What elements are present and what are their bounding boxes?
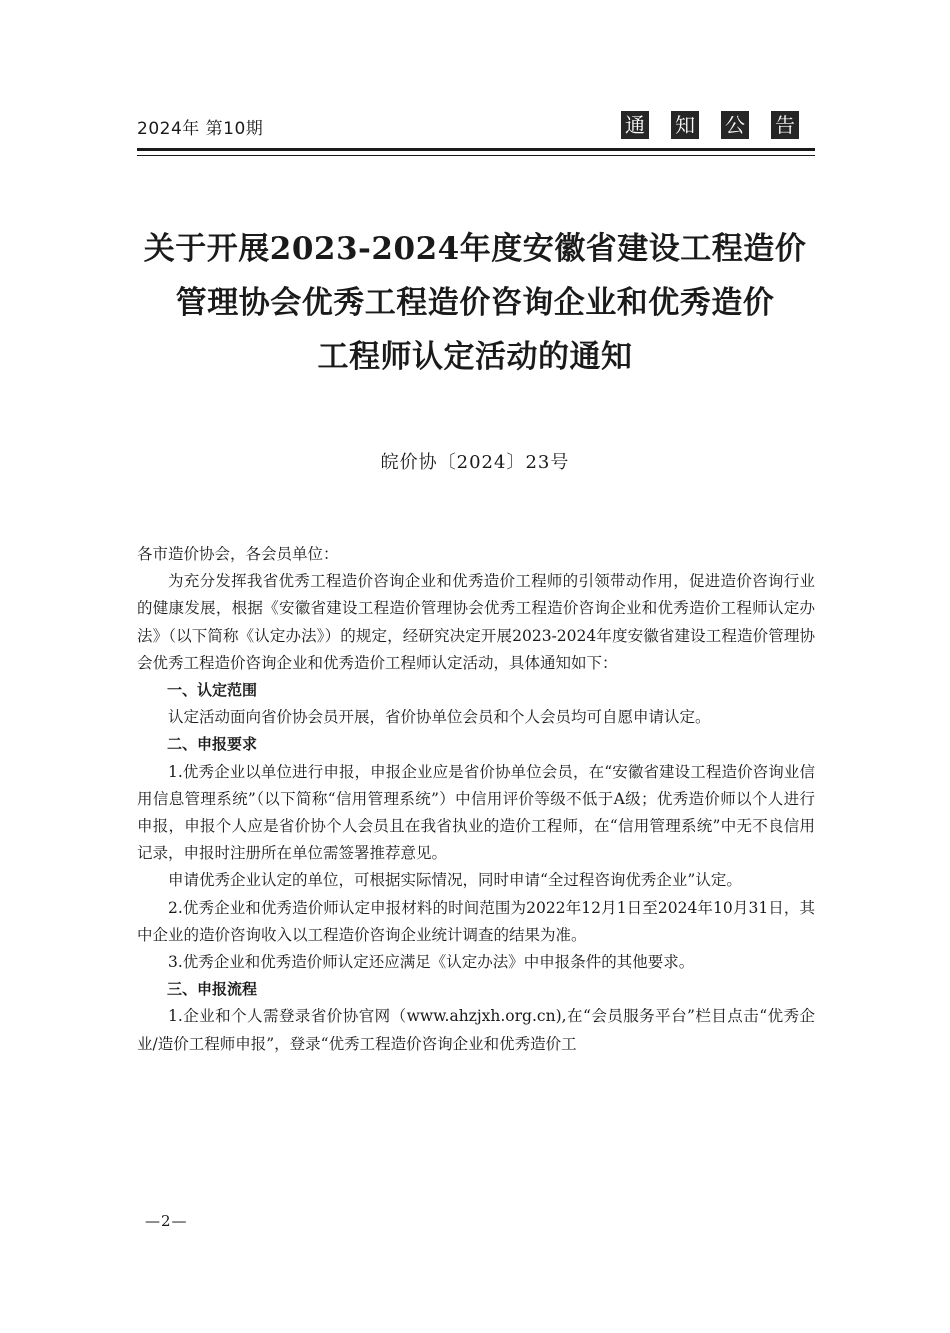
document-number: 皖价协〔2024〕23号 [380, 452, 570, 473]
requirements-paragraph: 2.优秀企业和优秀造价师认定申报材料的时间范围为2022年12月1日至2024年10月31日，其中企业的造价咨询收入以工程造价咨询企业统计调查的结果为准。 [137, 898, 815, 944]
column-tag [621, 111, 799, 139]
column-tag-char: 知 [671, 111, 699, 139]
column-tag-char: 通 [621, 111, 649, 139]
process-paragraph: 1.企业和个人需登录省价协官网（www.ahzjxh.org.cn),在“会员服务平台”栏目点击“优秀企业/造价工程师申报”，登录“优秀工程造价咨询企业和优秀造价工 [137, 1007, 815, 1053]
section-heading-requirements: 二、申报要求 [167, 735, 258, 754]
salutation: 各市造价协会，各会员单位： [137, 545, 339, 563]
title-line: 关于开展2023-2024年度安徽省建设工程造价 [143, 231, 807, 267]
document-title [100, 222, 850, 384]
section-heading-process: 三、申报流程 [167, 980, 258, 999]
page-number: —2— [145, 1212, 188, 1230]
page-header [137, 108, 815, 148]
section-heading-scope: 一、认定范围 [167, 681, 258, 700]
requirements-paragraph: 申请优秀企业认定的单位，可根据实际情况，同时申请“全过程咨询优秀企业”认定。 [168, 871, 742, 890]
issue-label: 2024年 第10期 [137, 119, 264, 139]
requirements-paragraph: 3.优秀企业和优秀造价师认定还应满足《认定办法》中申报条件的其他要求。 [168, 953, 695, 972]
title-line: 管理协会优秀工程造价咨询企业和优秀造价 [175, 285, 775, 321]
document-body [137, 541, 815, 1058]
column-tag-char: 公 [721, 111, 749, 139]
header-rule-thick [137, 148, 815, 151]
column-tag-char: 告 [771, 111, 799, 139]
header-rule-thin [137, 155, 815, 156]
scope-paragraph: 认定活动面向省价协会员开展，省价协单位会员和个人会员均可自愿申请认定。 [168, 708, 711, 727]
requirements-paragraph: 1.优秀企业以单位进行申报，申报企业应是省价协单位会员，在“安徽省建设工程造价咨询业信用信息管理系统”（以下简称“信用管理系统”）中信用评价等级不低于A级；优秀造价师以个人进行申报，申报个人应是省价协个人会员且在我省执业的造价工程师，在“信用管理系统”中无不良信用记录，申报时注册所在单位需签署推荐意见。 [137, 762, 815, 863]
intro-paragraph: 为充分发挥我省优秀工程造价咨询企业和优秀造价工程师的引领带动作用，促进造价咨询行业的健康发展，根据《安徽省建设工程造价管理协会优秀工程造价咨询企业和优秀造价工程师认定办法》（以下简称《认定办法》）的规定，经研究决定开展2023-2024年度安徽省建设工程造价管理协会优秀工程造价咨询企业和优秀造价工程师认定活动，具体通知如下： [137, 572, 815, 672]
title-line: 工程师认定活动的通知 [317, 339, 633, 375]
